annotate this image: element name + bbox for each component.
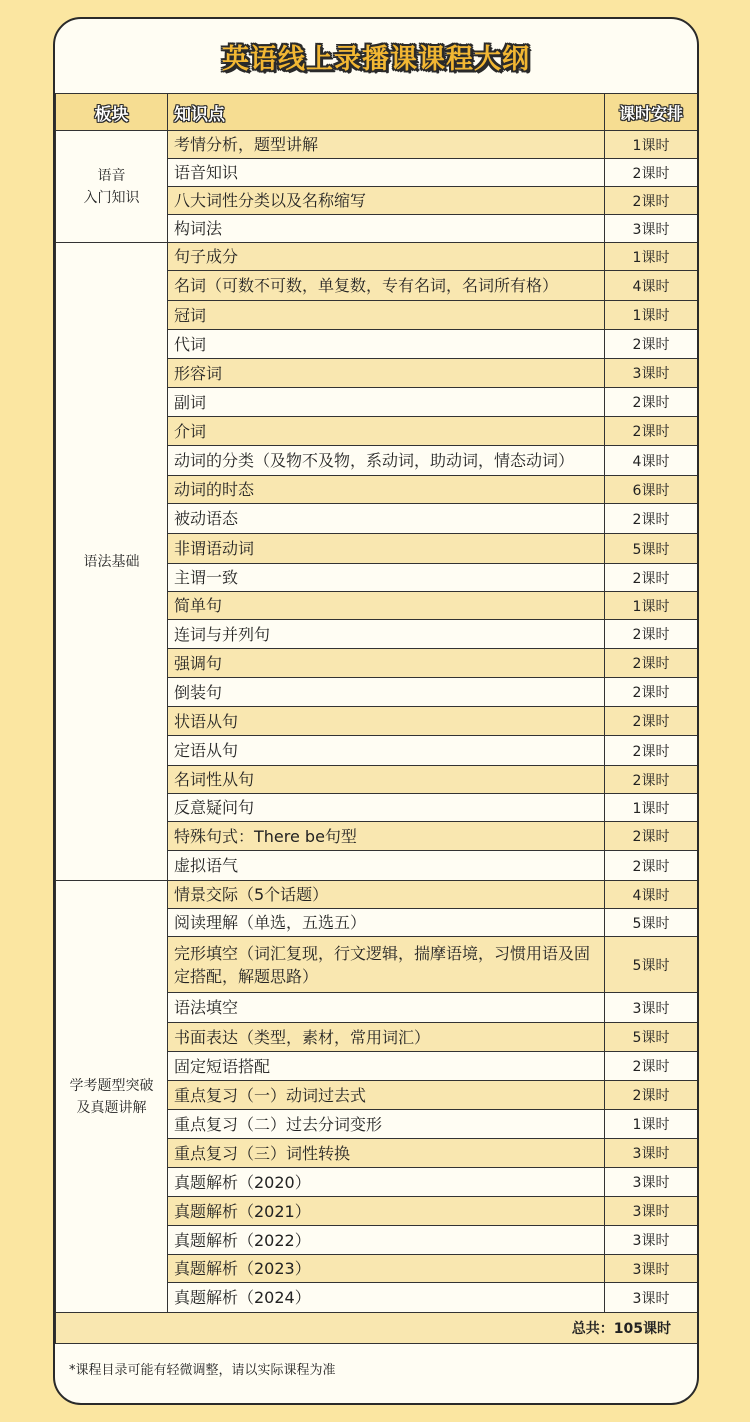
total-row bbox=[56, 1313, 698, 1344]
topic-cell: 介词 bbox=[168, 417, 605, 446]
table-header-row bbox=[56, 94, 698, 131]
topic-cell: 动词的分类（及物不及物，系动词，助动词，情态动词） bbox=[168, 446, 605, 476]
topic-cell: 完形填空（词汇复现，行文逻辑，揣摩语境，习惯用语及固定搭配，解题思路） bbox=[168, 937, 605, 993]
topic-cell: 定语从句 bbox=[168, 736, 605, 766]
topic-cell: 真题解析（2020） bbox=[168, 1168, 605, 1197]
hours-cell: 4课时 bbox=[605, 446, 698, 476]
hours-cell: 2课时 bbox=[605, 1081, 698, 1110]
hours-cell: 1课时 bbox=[605, 301, 698, 330]
hours-cell: 6课时 bbox=[605, 476, 698, 504]
topic-cell: 倒装句 bbox=[168, 678, 605, 707]
table-row bbox=[56, 131, 698, 159]
topic-cell: 形容词 bbox=[168, 359, 605, 388]
hours-cell: 2课时 bbox=[605, 330, 698, 359]
hours-cell: 4课时 bbox=[605, 881, 698, 909]
topic-cell: 连词与并列句 bbox=[168, 620, 605, 649]
topic-cell: 简单句 bbox=[168, 592, 605, 620]
topic-cell: 反意疑问句 bbox=[168, 794, 605, 822]
topic-cell: 书面表达（类型，素材，常用词汇） bbox=[168, 1023, 605, 1052]
hours-cell: 5课时 bbox=[605, 937, 698, 993]
topic-cell: 固定短语搭配 bbox=[168, 1052, 605, 1081]
topic-cell: 重点复习（三）词性转换 bbox=[168, 1139, 605, 1168]
topic-cell: 状语从句 bbox=[168, 707, 605, 736]
hours-cell: 3课时 bbox=[605, 215, 698, 243]
hours-cell: 3课时 bbox=[605, 1255, 698, 1283]
page-title: 英语线上录播课课程大纲 bbox=[222, 43, 530, 75]
topic-cell: 八大词性分类以及名称缩写 bbox=[168, 187, 605, 215]
topic-cell: 代词 bbox=[168, 330, 605, 359]
hours-cell: 2课时 bbox=[605, 417, 698, 446]
topic-cell: 冠词 bbox=[168, 301, 605, 330]
table-row bbox=[56, 243, 698, 271]
footnote: *课程目录可能有轻微调整，请以实际课程为准 bbox=[69, 1363, 336, 1378]
topic-cell: 句子成分 bbox=[168, 243, 605, 271]
topic-cell: 特殊句式：There be句型 bbox=[168, 822, 605, 851]
hours-cell: 3课时 bbox=[605, 1197, 698, 1226]
hours-cell: 2课时 bbox=[605, 504, 698, 534]
hours-cell: 2课时 bbox=[605, 1052, 698, 1081]
header-hours: 课时安排 bbox=[605, 94, 698, 131]
section-cell: 学考题型突破 及真题讲解 bbox=[56, 881, 168, 1313]
topic-cell: 真题解析（2024） bbox=[168, 1283, 605, 1313]
topic-cell: 语音知识 bbox=[168, 159, 605, 187]
section-cell: 语音 入门知识 bbox=[56, 131, 168, 243]
hours-cell: 1课时 bbox=[605, 243, 698, 271]
hours-cell: 1课时 bbox=[605, 131, 698, 159]
topic-cell: 考情分析，题型讲解 bbox=[168, 131, 605, 159]
hours-cell: 3课时 bbox=[605, 1283, 698, 1313]
hours-cell: 2课时 bbox=[605, 620, 698, 649]
topic-cell: 名词性从句 bbox=[168, 766, 605, 794]
hours-cell: 2课时 bbox=[605, 707, 698, 736]
hours-cell: 2课时 bbox=[605, 851, 698, 881]
hours-cell: 3课时 bbox=[605, 1226, 698, 1255]
topic-cell: 真题解析（2023） bbox=[168, 1255, 605, 1283]
hours-cell: 1课时 bbox=[605, 592, 698, 620]
table-row bbox=[56, 881, 698, 909]
topic-cell: 非谓语动词 bbox=[168, 534, 605, 564]
hours-cell: 2课时 bbox=[605, 678, 698, 707]
topic-cell: 重点复习（二）过去分词变形 bbox=[168, 1110, 605, 1139]
hours-cell: 5课时 bbox=[605, 909, 698, 937]
topic-cell: 构词法 bbox=[168, 215, 605, 243]
hours-cell: 2课时 bbox=[605, 736, 698, 766]
hours-cell: 3课时 bbox=[605, 993, 698, 1023]
topic-cell: 真题解析（2021） bbox=[168, 1197, 605, 1226]
topic-cell: 语法填空 bbox=[168, 993, 605, 1023]
hours-cell: 1课时 bbox=[605, 1110, 698, 1139]
topic-cell: 重点复习（一）动词过去式 bbox=[168, 1081, 605, 1110]
topic-cell: 虚拟语气 bbox=[168, 851, 605, 881]
hours-cell: 1课时 bbox=[605, 794, 698, 822]
hours-cell: 2课时 bbox=[605, 159, 698, 187]
hours-cell: 2课时 bbox=[605, 187, 698, 215]
hours-cell: 5课时 bbox=[605, 534, 698, 564]
hours-cell: 2课时 bbox=[605, 766, 698, 794]
topic-cell: 动词的时态 bbox=[168, 476, 605, 504]
syllabus-card bbox=[53, 17, 699, 1405]
hours-cell: 3课时 bbox=[605, 1168, 698, 1197]
hours-cell: 2课时 bbox=[605, 649, 698, 678]
syllabus-table bbox=[55, 93, 698, 1344]
topic-cell: 阅读理解（单选，五选五） bbox=[168, 909, 605, 937]
topic-cell: 名词（可数不可数，单复数，专有名词，名词所有格） bbox=[168, 271, 605, 301]
hours-cell: 2课时 bbox=[605, 822, 698, 851]
header-topic: 知识点 bbox=[168, 94, 605, 131]
section-cell: 语法基础 bbox=[56, 243, 168, 881]
hours-cell: 5课时 bbox=[605, 1023, 698, 1052]
hours-cell: 2课时 bbox=[605, 564, 698, 592]
hours-cell: 4课时 bbox=[605, 271, 698, 301]
topic-cell: 主谓一致 bbox=[168, 564, 605, 592]
topic-cell: 被动语态 bbox=[168, 504, 605, 534]
hours-cell: 3课时 bbox=[605, 359, 698, 388]
topic-cell: 情景交际（5个话题） bbox=[168, 881, 605, 909]
topic-cell: 真题解析（2022） bbox=[168, 1226, 605, 1255]
topic-cell: 强调句 bbox=[168, 649, 605, 678]
hours-cell: 3课时 bbox=[605, 1139, 698, 1168]
header-section: 板块 bbox=[56, 94, 168, 131]
total-label: 总共：105课时 bbox=[56, 1313, 698, 1344]
table-body bbox=[56, 131, 698, 1313]
topic-cell: 副词 bbox=[168, 388, 605, 417]
hours-cell: 2课时 bbox=[605, 388, 698, 417]
